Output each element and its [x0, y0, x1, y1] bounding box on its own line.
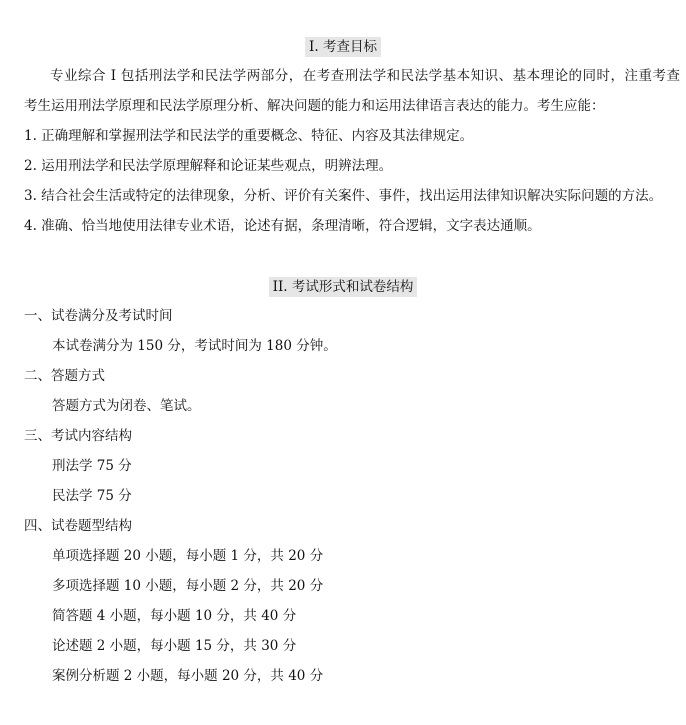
part1-title: 一、试卷满分及考试时间 [24, 308, 173, 324]
goal-item-4: 4. 准确、恰当地使用法律专业术语，论述有据，条理清晰，符合逻辑，文字表达通顺。 [24, 218, 541, 234]
part4-title: 四、试卷题型结构 [24, 518, 132, 534]
part2-line: 答题方式为闭卷、笔试。 [52, 398, 201, 414]
part2-title: 二、答题方式 [24, 368, 105, 384]
section1-heading-row [0, 37, 686, 57]
goal-item-3: 3. 结合社会生活或特定的法律现象，分析、评价有关案件、事件，找出运用法律知识解决实际问题的方法。 [24, 188, 663, 204]
goal-item-2: 2. 运用刑法学和民法学原理解释和论证某些观点，明辨法理。 [24, 158, 393, 174]
part3-line-civil-law: 民法学 75 分 [52, 488, 132, 504]
goal-item-1: 1. 正确理解和掌握刑法学和民法学的重要概念、特征、内容及其法律规定。 [24, 128, 474, 144]
intro-paragraph-line1: 专业综合 I 包括刑法学和民法学两部分，在考查刑法学和民法学基本知识、基本理论的同时，注重考查 [50, 68, 680, 84]
part4-line-short-answer: 简答题 4 小题，每小题 10 分，共 40 分 [52, 608, 297, 624]
part3-line-criminal-law: 刑法学 75 分 [52, 458, 132, 474]
part3-title: 三、考试内容结构 [24, 428, 132, 444]
section2-heading-row [0, 277, 686, 297]
section2-heading: II. 考试形式和试卷结构 [269, 277, 418, 297]
part1-line: 本试卷满分为 150 分，考试时间为 180 分钟。 [52, 338, 337, 354]
part4-line-case-analysis: 案例分析题 2 小题，每小题 20 分，共 40 分 [52, 668, 324, 684]
section1-heading: I. 考查目标 [305, 37, 381, 57]
part4-line-essay: 论述题 2 小题，每小题 15 分，共 30 分 [52, 638, 297, 654]
part4-line-multiple-choice: 多项选择题 10 小题，每小题 2 分，共 20 分 [52, 578, 324, 594]
part4-line-single-choice: 单项选择题 20 小题，每小题 1 分，共 20 分 [52, 548, 324, 564]
intro-paragraph-line2: 考生运用刑法学原理和民法学原理分析、解决问题的能力和运用法律语言表达的能力。考生应能： [24, 98, 605, 114]
